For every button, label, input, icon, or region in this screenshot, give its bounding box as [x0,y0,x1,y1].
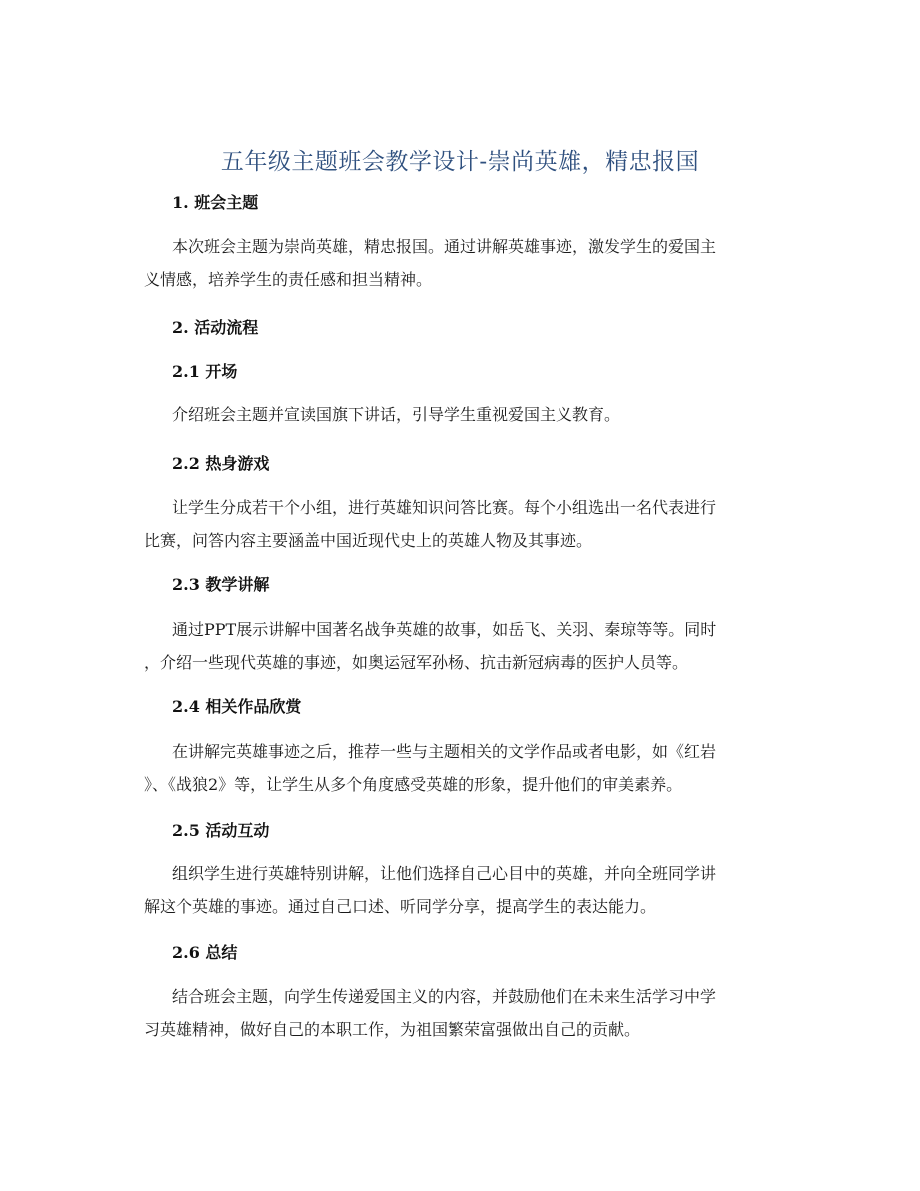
paragraph-line: 在讲解完英雄事迹之后，推荐一些与主题相关的文学作品或者电影，如《红岩 [172,742,717,761]
section-paragraph-1 [144,230,752,296]
document-title: 五年级主题班会教学设计-崇尚英雄，精忠报国 [220,149,700,175]
section-paragraph-2-5 [144,857,752,923]
paragraph-line: ，介绍一些现代英雄的事迹，如奥运冠军孙杨、抗击新冠病毒的医护人员等。 [144,653,689,672]
paragraph-line: 义情感，培养学生的责任感和担当精神。 [144,270,433,289]
paragraph-line: 解这个英雄的事迹。通过自己口述、听同学分享，提高学生的表达能力。 [144,897,657,916]
paragraph-line: 比赛，问答内容主要涵盖中国近现代史上的英雄人物及其事迹。 [144,531,593,550]
paragraph-line: 让学生分成若干个小组，进行英雄知识问答比赛。每个小组选出一名代表进行 [172,498,717,517]
section-heading-2-6: 2.6 总结 [172,943,238,962]
section-heading-2-1: 2.1 开场 [172,362,238,381]
paragraph-line: 》、《战狼2》等，让学生从多个角度感受英雄的形象，提升他们的审美素养。 [144,775,683,794]
paragraph-line: 结合班会主题，向学生传递爱国主义的内容，并鼓励他们在未来生活学习中学 [172,987,717,1006]
paragraph-line: 习英雄精神，做好自己的本职工作，为祖国繁荣富强做出自己的贡献。 [144,1020,641,1039]
paragraph-line: 介绍班会主题并宣读国旗下讲话，引导学生重视爱国主义教育。 [172,405,621,424]
section-heading-2-2: 2.2 热身游戏 [172,454,270,473]
section-heading-2: 2. 活动流程 [172,318,259,337]
section-heading-2-5: 2.5 活动互动 [172,821,270,840]
section-heading-2-3: 2.3 教学讲解 [172,575,270,594]
section-paragraph-2-4 [144,735,752,801]
section-heading-2-4: 2.4 相关作品欣赏 [172,697,302,716]
section-paragraph-2-3 [144,613,752,679]
section-paragraph-2-2 [144,491,752,557]
section-paragraph-2-6 [144,980,752,1046]
paragraph-line: 通过PPT展示讲解中国著名战争英雄的故事，如岳飞、关羽、秦琼等等。同时 [172,620,717,639]
paragraph-line: 本次班会主题为崇尚英雄，精忠报国。通过讲解英雄事迹，激发学生的爱国主 [172,237,717,256]
paragraph-line: 组织学生进行英雄特别讲解，让他们选择自己心目中的英雄，并向全班同学讲 [172,864,717,883]
section-heading-1: 1. 班会主题 [172,193,259,212]
section-paragraph-2-1 [172,398,752,431]
